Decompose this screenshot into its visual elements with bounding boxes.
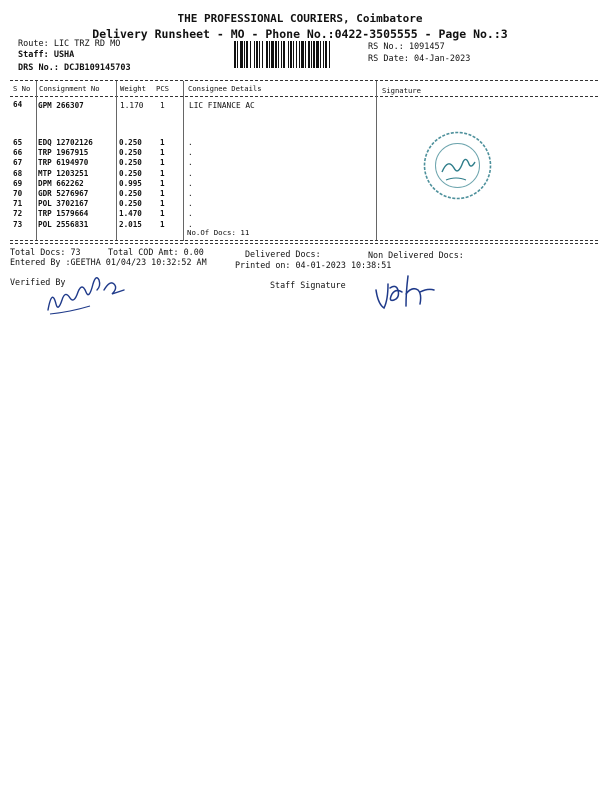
row-consignment: POL 3702167: [38, 199, 89, 209]
route-label: Route: LIC TRZ RD MO: [18, 39, 121, 49]
staff-signature-label: Staff Signature: [270, 280, 346, 290]
non-delivered-docs: Non Delivered Docs:: [368, 250, 464, 260]
row-weight: 1.170: [120, 101, 144, 110]
row-consignment: MTP 1203251: [38, 168, 89, 178]
row-weight: 0.250: [119, 158, 142, 168]
row-sno: 72: [13, 209, 23, 219]
company-title: THE PROFESSIONAL COURIERS, Coimbatore: [177, 12, 423, 25]
row-consignment: TRP 1967915: [38, 148, 89, 158]
row-pcs: 1: [160, 189, 165, 198]
row-consignee: .: [188, 178, 193, 188]
staff-label: Staff: USHA: [18, 50, 75, 60]
row-weight: 2.015: [119, 219, 142, 229]
entered-by: Entered By :GEETHA 01/04/23 10:32:52 AM: [10, 257, 207, 267]
row-consignment: TRP 6194970: [38, 158, 89, 168]
table-top-rule: [10, 80, 598, 81]
col-header-pcs: PCS: [156, 84, 169, 93]
row-consignment: EDQ 12702126: [38, 138, 93, 147]
rs-date: RS Date: 04-Jan-2023: [368, 54, 471, 64]
total-cod: Total COD Amt: 0.00: [108, 247, 204, 257]
col-header-weight: Weight: [120, 84, 146, 93]
col-header-sno: S No: [13, 84, 31, 93]
no-of-docs: No.Of Docs: 11: [187, 228, 250, 237]
runsheet-subtitle: Delivery Runsheet - MO - Phone No.:0422-3505555 - Page No.:3: [92, 27, 508, 41]
row-pcs: 1: [160, 209, 165, 219]
barcode-image: [234, 41, 362, 68]
row-consignment: POL 2556831: [38, 219, 89, 229]
col-header-consignee: Consignee Details: [188, 84, 262, 93]
row-pcs: 1: [160, 148, 165, 158]
row-consignee: .: [188, 168, 193, 178]
row-consignment: DPM 662262: [38, 178, 84, 188]
row-sno: 70: [13, 189, 23, 198]
column-divider: [36, 81, 37, 241]
verifier-signature: [44, 272, 134, 320]
row-pcs: 1: [160, 199, 165, 209]
row-sno: 66: [13, 148, 23, 158]
col-header-signature: Signature: [382, 86, 421, 95]
staff-signature: [372, 270, 452, 314]
column-divider: [116, 81, 117, 241]
row-pcs: 1: [160, 101, 165, 110]
row-weight: 0.250: [119, 148, 142, 158]
drs-number: DRS No.: DCJB109145703: [18, 63, 131, 73]
row-weight: 0.250: [119, 168, 142, 178]
row-consignee: .: [188, 189, 193, 198]
row-consignment: GDR 5276967: [38, 189, 89, 198]
office-seal-stamp: [420, 128, 495, 203]
table-bottom-rule-2: [10, 243, 598, 244]
row-consignee: .: [188, 158, 193, 168]
row-sno: 69: [13, 178, 23, 188]
row-weight: 0.250: [119, 199, 142, 209]
verified-by-label: Verified By: [10, 277, 66, 287]
row-consignee: .: [188, 138, 193, 147]
row-sno: 65: [13, 138, 23, 147]
row-consignee: .: [188, 209, 193, 219]
table-header-rule: [10, 96, 598, 97]
printed-on: Printed on: 04-01-2023 10:38:51: [235, 260, 392, 270]
row-weight: 1.470: [119, 209, 142, 219]
row-consignee: .: [188, 219, 193, 229]
row-pcs: 1: [160, 158, 165, 168]
row-pcs: 1: [160, 138, 165, 147]
row-consignee: LIC FINANCE AC: [189, 101, 255, 110]
row-sno: 73: [13, 219, 23, 229]
row-sno: 68: [13, 168, 23, 178]
row-pcs: 1: [160, 168, 165, 178]
row-consignment: GPM 266307: [38, 101, 84, 110]
row-sno: 64: [13, 100, 23, 109]
row-consignee: .: [188, 148, 193, 158]
row-weight: 0.995: [119, 178, 142, 188]
column-divider: [376, 81, 377, 241]
row-consignment: TRP 1579664: [38, 209, 89, 219]
table-bottom-rule: [10, 240, 598, 241]
row-consignee: .: [188, 199, 193, 209]
row-sno: 71: [13, 199, 23, 209]
delivered-docs: Delivered Docs:: [245, 249, 321, 259]
row-pcs: 1: [160, 178, 165, 188]
row-sno: 67: [13, 158, 23, 168]
row-pcs: 1: [160, 219, 165, 229]
row-weight: 0.250: [119, 189, 142, 198]
rs-number: RS No.: 1091457: [368, 42, 445, 52]
row-weight: 0.250: [119, 138, 142, 147]
col-header-consignment: Consignment No: [39, 84, 100, 93]
column-divider: [183, 81, 184, 241]
total-docs: Total Docs: 73: [10, 247, 81, 257]
